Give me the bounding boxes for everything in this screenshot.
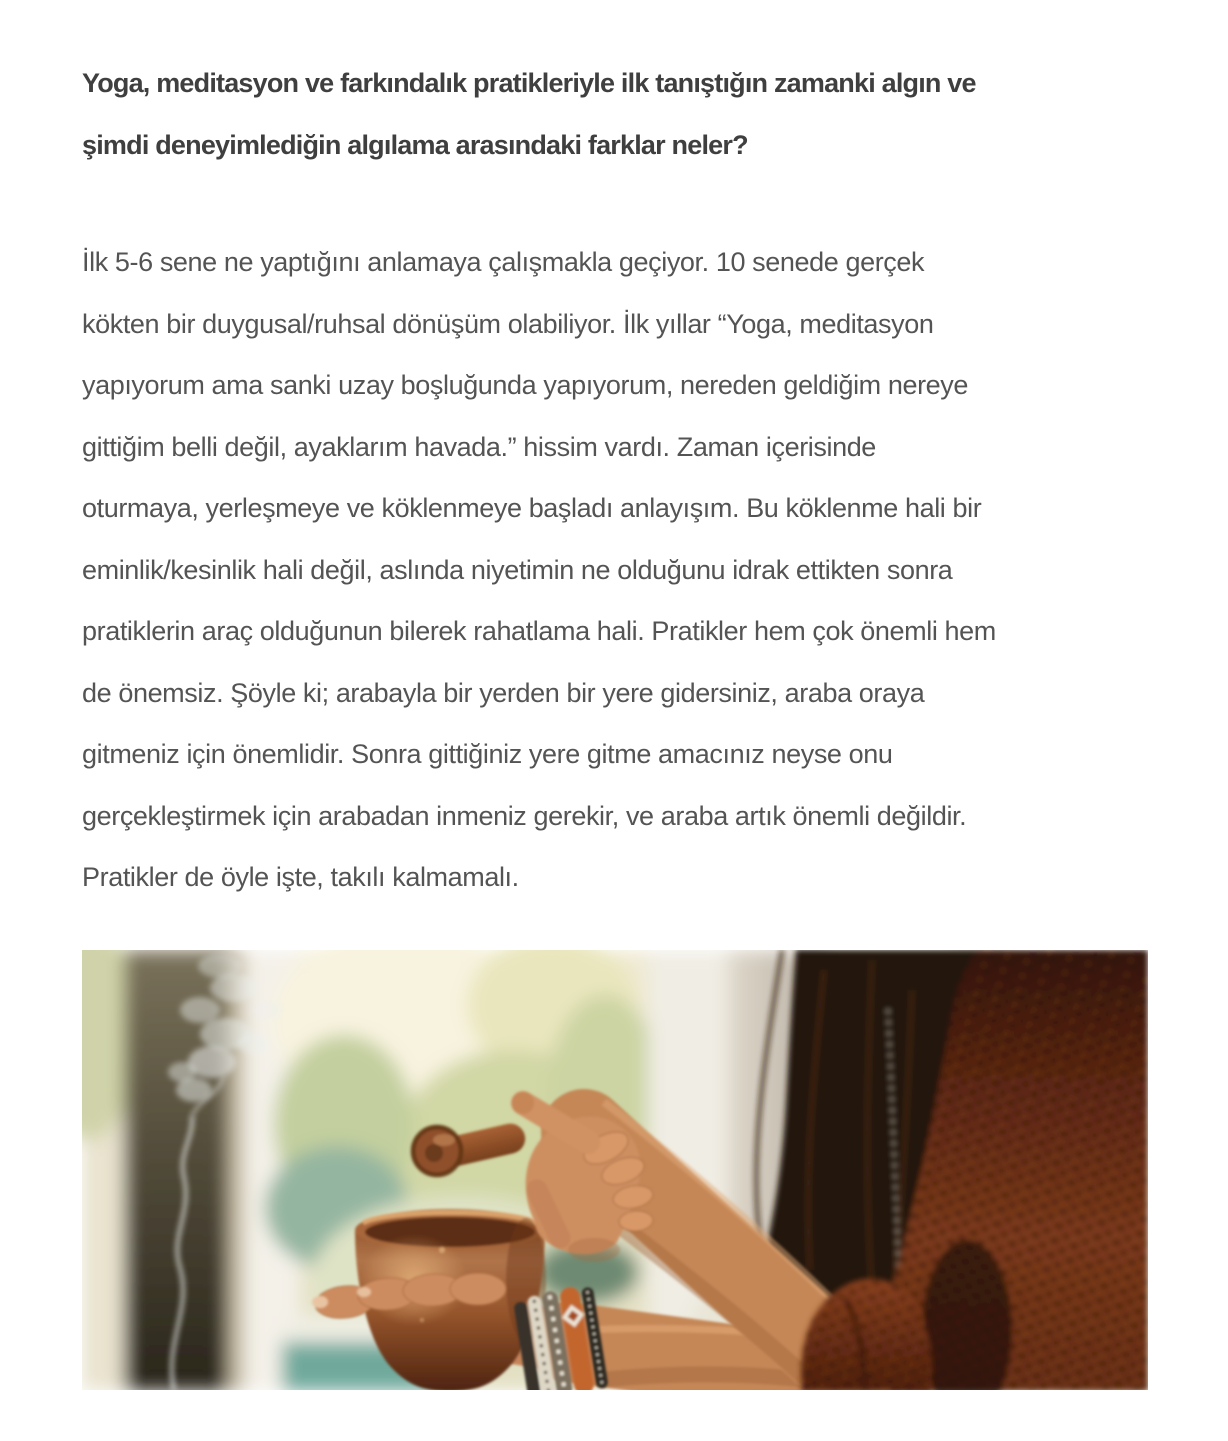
paragraph-line: yapıyorum ama sanki uzay boşluğunda yapıyorum, nereden geldiğim nereye xyxy=(82,370,969,400)
fingernail xyxy=(357,1287,371,1297)
article-photo xyxy=(82,950,1148,1390)
heading-line: Yoga, meditasyon ve farkındalık pratikleriyle ilk tanıştığın zamanki algın ve xyxy=(82,68,976,98)
paragraph-line: gerçekleştirmek için arabadan inmeniz gerekir, ve araba artık önemli değildir. xyxy=(82,800,967,831)
paragraph-line: Pratikler de öyle işte, takılı kalmamalı. xyxy=(82,862,519,892)
paragraph-line: oturmaya, yerleşmeye ve köklenmeye başladı anlayışım. Bu köklenme hali bir xyxy=(82,493,982,523)
article-heading xyxy=(82,52,1148,176)
paragraph-line: de önemsiz. Şöyle ki; arabayla bir yerden bir yere gidersiniz, araba oraya xyxy=(82,677,925,708)
singing-bowl-photo xyxy=(82,950,1148,1390)
paragraph-line: kökten bir duygusal/ruhsal dönüşüm olabiliyor. İlk yıllar “Yoga, meditasyon xyxy=(82,308,934,339)
paragraph-line: gitmeniz için önemlidir. Sonra gittiğiniz yere gitme amacınız neyse onu xyxy=(82,739,893,769)
paragraph-line: gittiğim belli değil, ayaklarım havada.” hissim vardı. Zaman içerisinde xyxy=(82,431,876,462)
article xyxy=(82,52,1148,1390)
fingernail xyxy=(312,1296,328,1308)
paragraph-line: eminlik/kesinlik hali değil, aslında niyetimin ne olduğunu idrak ettikten sonra xyxy=(82,554,953,585)
paragraph-line: İlk 5-6 sene ne yaptığını anlamaya çalışmakla geçiyor. 10 senede gerçek xyxy=(82,247,925,277)
heading-line: şimdi deneyimlediğin algılama arasındaki farklar neler? xyxy=(82,130,748,160)
paragraph-line: pratiklerin araç olduğunun bilerek rahatlama hali. Pratikler hem çok önemli hem xyxy=(82,616,996,646)
article-paragraph xyxy=(82,232,1148,909)
